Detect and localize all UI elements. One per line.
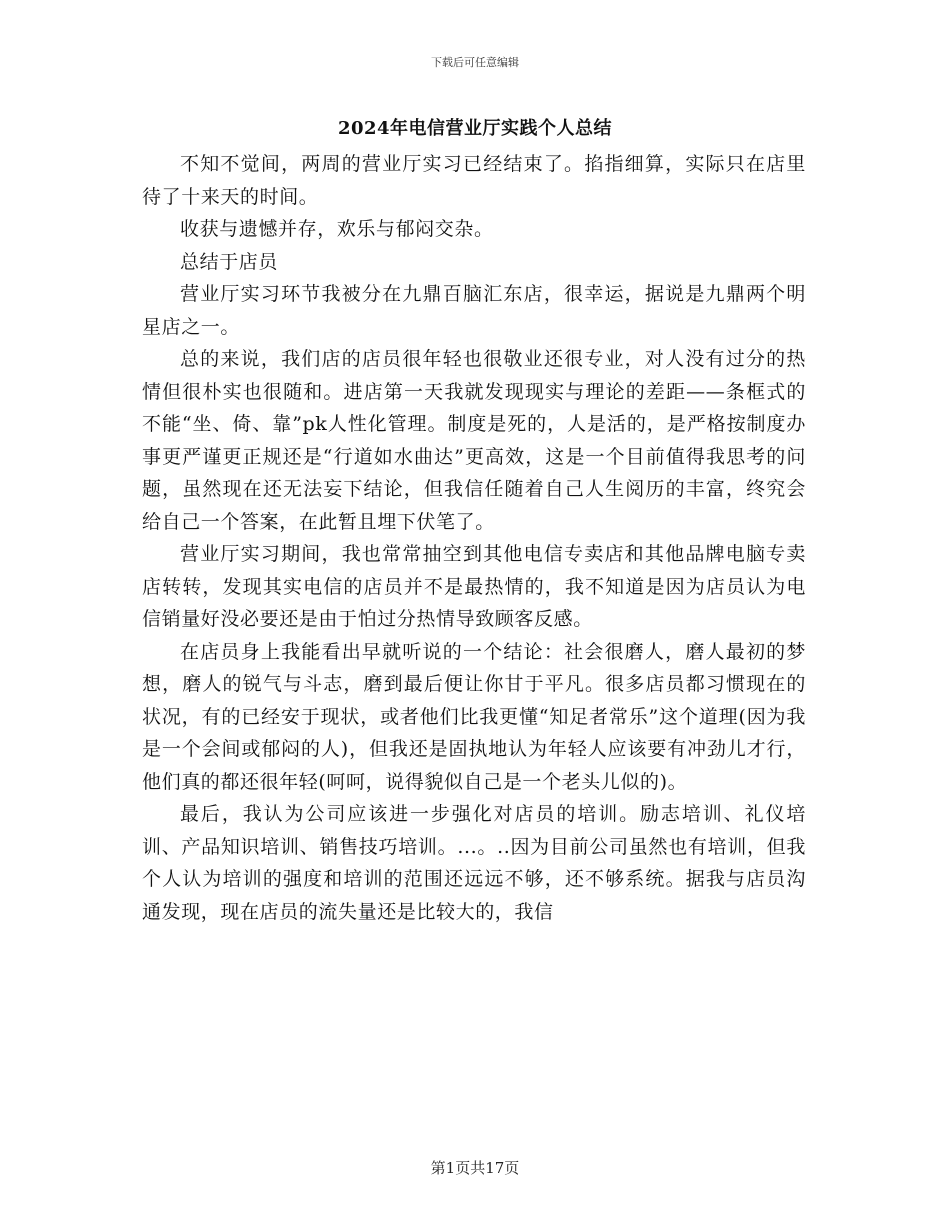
paragraph: 收获与遗憾并存，欢乐与郁闷交杂。 [180, 218, 494, 240]
paragraph: 总的来说，我们店的店员很年轻也很敬业还很专业，对人没有过分的热情但很朴实也很随和。进店第一天我就发现现实与理论的差距——条框式的不能“坐、倚、靠”pk人性化管理。制度是死的，人是活的，是严格按制度办事更严谨更正规还是“行道如水曲达”更高效，这是一个目前值得我思考的问题，虽然现在还无法妄下结论，但我信任随着自己人生阅历的丰富，终究会给自己一个答案，在此暂且埋下伏笔了。 [142, 348, 806, 533]
paragraph: 最后，我认为公司应该进一步强化对店员的培训。励志培训、礼仪培训、产品知识培训、销售技巧培训。...。..因为目前公司虽然也有培训，但我个人认为培训的强度和培训的范围还远远不够，还不够系统。据我与店员沟通发现，现在店员的流失量还是比较大的，我信 [142, 803, 806, 923]
page-number: 第1页共17页 [430, 1159, 520, 1177]
paragraph: 营业厅实习期间，我也常常抽空到其他电信专卖店和其他品牌电脑专卖店转转，发现其实电信的店员并不是最热情的，我不知道是因为店员认为电信销量好没必要还是由于怕过分热情导致顾客反感。 [142, 543, 806, 630]
document-title: 2024年电信营业厅实践个人总结 [337, 118, 613, 139]
section-heading: 总结于店员 [180, 250, 279, 273]
paragraph: 营业厅实习环节我被分在九鼎百脑汇东店，很幸运，据说是九鼎两个明星店之一。 [142, 283, 806, 338]
paragraph: 不知不觉间，两周的营业厅实习已经结束了。掐指细算，实际只在店里待了十来天的时间。 [142, 153, 806, 208]
page-header-note: 下载后可任意编辑 [431, 56, 519, 69]
document-body [142, 148, 806, 928]
paragraph: 在店员身上我能看出早就听说的一个结论：社会很磨人，磨人最初的梦想，磨人的锐气与斗志，磨到最后便让你甘于平凡。很多店员都习惯现在的状况，有的已经安于现状，或者他们比我更懂“知足者常乐”这个道理(因为我是一个会间或郁闷的人)，但我还是固执地认为年轻人应该要有冲劲儿才行，他们真的都还很年轻(呵呵，说得貌似自己是一个老头儿似的)。 [142, 640, 806, 793]
